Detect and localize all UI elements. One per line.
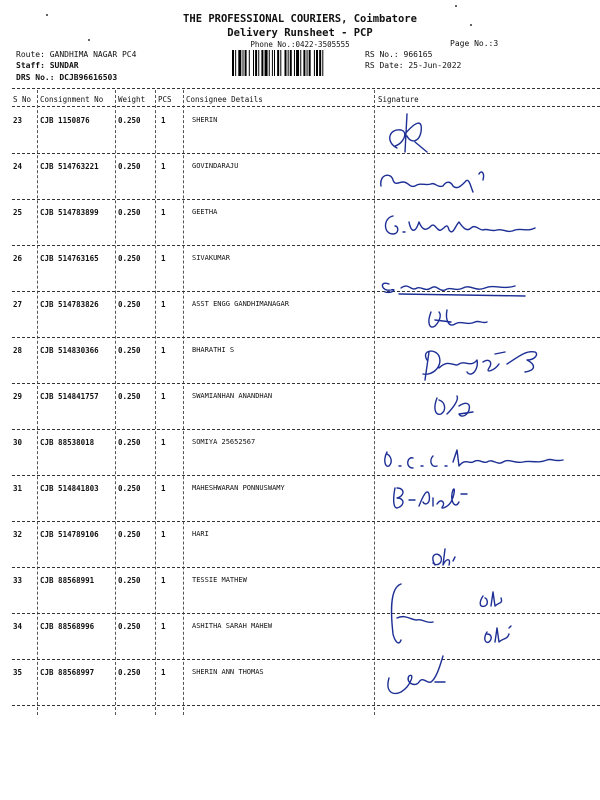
row-pcs: 1: [161, 208, 166, 217]
column-divider: [37, 90, 38, 715]
barcode-bar: [272, 50, 273, 76]
signature-scribble: [375, 545, 595, 571]
col-header-consignment: Consignment No: [40, 95, 104, 104]
barcode-bar: [309, 50, 311, 76]
barcode-bar: [303, 50, 305, 76]
row-weight: 0.250: [118, 346, 141, 355]
row-weight: 0.250: [118, 484, 141, 493]
barcode-bar: [265, 50, 268, 76]
page-number: Page No.:3: [450, 39, 499, 48]
col-header-signature: Signature: [378, 95, 419, 104]
row-weight: 0.250: [118, 530, 141, 539]
row-weight: 0.250: [118, 300, 141, 309]
row-sno: 34: [13, 622, 23, 631]
row-weight: 0.250: [118, 438, 141, 447]
signature-scribble: [375, 390, 595, 420]
row-consignee: SOMIYA 25652567: [192, 438, 256, 446]
barcode-bar: [274, 50, 275, 76]
drs-number: DRS No.: DCJB96616503: [16, 73, 118, 82]
row-consignee: TESSIE MATHEW: [192, 576, 247, 584]
col-header-consignee: Consignee Details: [186, 95, 263, 104]
row-separator: [12, 337, 600, 338]
barcode-bar: [314, 50, 315, 76]
row-consignment-number: CJB 88568991: [40, 576, 95, 585]
barcode-bar: [316, 50, 318, 76]
row-consignee: SHERIN ANN THOMAS: [192, 668, 264, 676]
row-consignment-number: CJB 514841757: [40, 392, 99, 401]
row-separator: [12, 245, 600, 246]
row-pcs: 1: [161, 438, 166, 447]
row-sno: 26: [13, 254, 23, 263]
row-consignee: BHARATHI S: [192, 346, 235, 354]
row-sno: 27: [13, 300, 23, 309]
row-consignment-number: CJB 514763165: [40, 254, 99, 263]
row-weight: 0.250: [118, 392, 141, 401]
scan-speck: [470, 24, 472, 26]
row-weight: 0.250: [118, 254, 141, 263]
row-consignment-number: CJB 88538018: [40, 438, 95, 447]
row-pcs: 1: [161, 162, 166, 171]
signature-scribble: [375, 340, 595, 384]
row-sno: 33: [13, 576, 23, 585]
row-pcs: 1: [161, 254, 166, 263]
phone-number: Phone No.:0422-3505555: [250, 40, 350, 49]
barcode-bar: [290, 50, 292, 76]
row-sno: 31: [13, 484, 23, 493]
row-separator: [12, 199, 600, 200]
row-pcs: 1: [161, 300, 166, 309]
row-pcs: 1: [161, 346, 166, 355]
row-consignment-number: CJB 88568996: [40, 622, 95, 631]
row-consignment-number: CJB 514830366: [40, 346, 99, 355]
barcode-bar: [258, 50, 259, 76]
row-consignee: HARI: [192, 530, 209, 538]
row-sno: 28: [13, 346, 23, 355]
row-weight: 0.250: [118, 208, 141, 217]
row-separator: [12, 521, 600, 522]
barcode-bar: [245, 50, 247, 76]
barcode-image: [232, 50, 358, 76]
row-consignment-number: CJB 514783826: [40, 300, 99, 309]
barcode-bar: [232, 50, 234, 76]
barcode-bar: [322, 50, 323, 76]
signature-scribble: [375, 160, 595, 194]
rs-number: RS No.: 966165: [365, 50, 433, 59]
barcode-bar: [277, 50, 279, 76]
row-pcs: 1: [161, 668, 166, 677]
row-pcs: 1: [161, 116, 166, 125]
signature-scribble: [375, 652, 595, 702]
barcode-bar: [261, 50, 263, 76]
row-consignee: ASHITHA SARAH MAHEW: [192, 622, 273, 630]
row-sno: 29: [13, 392, 23, 401]
scan-speck: [455, 5, 457, 7]
staff-label: Staff: SUNDAR: [16, 61, 79, 70]
row-sno: 35: [13, 668, 23, 677]
barcode-bar: [235, 50, 236, 76]
row-consignment-number: CJB 88568997: [40, 668, 95, 677]
header-bottom-border: [12, 106, 600, 107]
scan-speck: [88, 39, 90, 41]
row-consignee: GOVINDARAJU: [192, 162, 239, 170]
col-header-weight: Weight: [118, 95, 146, 104]
row-weight: 0.250: [118, 116, 141, 125]
row-consignment-number: CJB 514763221: [40, 162, 99, 171]
signature-scribble: [375, 208, 595, 244]
signature-scribble: [375, 576, 595, 654]
barcode-bar: [249, 50, 250, 76]
row-consignee: SIVAKUMAR: [192, 254, 230, 262]
column-divider: [115, 90, 116, 715]
row-separator: [12, 475, 600, 476]
row-consignee: SHERIN: [192, 116, 218, 124]
col-header-sno: S No: [13, 95, 32, 104]
row-pcs: 1: [161, 622, 166, 631]
barcode-bar: [296, 50, 299, 76]
row-pcs: 1: [161, 530, 166, 539]
barcode-bar: [288, 50, 289, 76]
table-top-border: [12, 88, 600, 89]
barcode-bar: [269, 50, 270, 76]
row-sno: 32: [13, 530, 23, 539]
row-weight: 0.250: [118, 162, 141, 171]
signature-scribble: [375, 480, 595, 514]
row-consignee: GEETHA: [192, 208, 218, 216]
column-divider: [183, 90, 184, 715]
signature-scribble: [375, 108, 595, 160]
barcode-bar: [280, 50, 281, 76]
company-name: THE PROFESSIONAL COURIERS, Coimbatore: [183, 13, 417, 25]
row-consignee: SWAMIANHAN ANANDHAN: [192, 392, 273, 400]
row-separator: [12, 429, 600, 430]
col-header-pcs: PCS: [158, 95, 172, 104]
barcode-bar: [300, 50, 301, 76]
row-consignee: MAHESHWARAN PONNUSWAMY: [192, 484, 285, 492]
barcode-bar: [307, 50, 308, 76]
barcode-bar: [255, 50, 257, 76]
scan-speck: [46, 14, 48, 16]
row-weight: 0.250: [118, 576, 141, 585]
barcode-bar: [238, 50, 241, 76]
route-label: Route: GANDHIMA NAGAR PC4: [16, 50, 137, 59]
barcode-bar: [253, 50, 254, 76]
row-sno: 25: [13, 208, 23, 217]
barcode-bar: [285, 50, 287, 76]
runsheet-title: Delivery Runsheet - PCP: [227, 27, 373, 39]
row-weight: 0.250: [118, 622, 141, 631]
row-sno: 24: [13, 162, 23, 171]
signature-scribble: [375, 446, 595, 474]
column-divider: [155, 90, 156, 715]
row-sno: 30: [13, 438, 23, 447]
barcode-bar: [243, 50, 244, 76]
row-sno: 23: [13, 116, 23, 125]
signature-scribble: [375, 274, 595, 298]
row-consignment-number: CJB 514841803: [40, 484, 99, 493]
row-consignment-number: CJB 514789106: [40, 530, 99, 539]
row-pcs: 1: [161, 576, 166, 585]
row-weight: 0.250: [118, 668, 141, 677]
row-consignment-number: CJB 514783899: [40, 208, 99, 217]
row-consignment-number: CJB 1150876: [40, 116, 90, 125]
row-pcs: 1: [161, 484, 166, 493]
row-consignee: ASST ENGG GANDHIMANAGAR: [192, 300, 289, 308]
row-pcs: 1: [161, 392, 166, 401]
barcode-bar: [319, 50, 321, 76]
signature-scribble: [375, 306, 595, 332]
rs-date: RS Date: 25-Jun-2022: [365, 61, 462, 70]
row-separator: [12, 705, 600, 706]
barcode-bar: [294, 50, 295, 76]
